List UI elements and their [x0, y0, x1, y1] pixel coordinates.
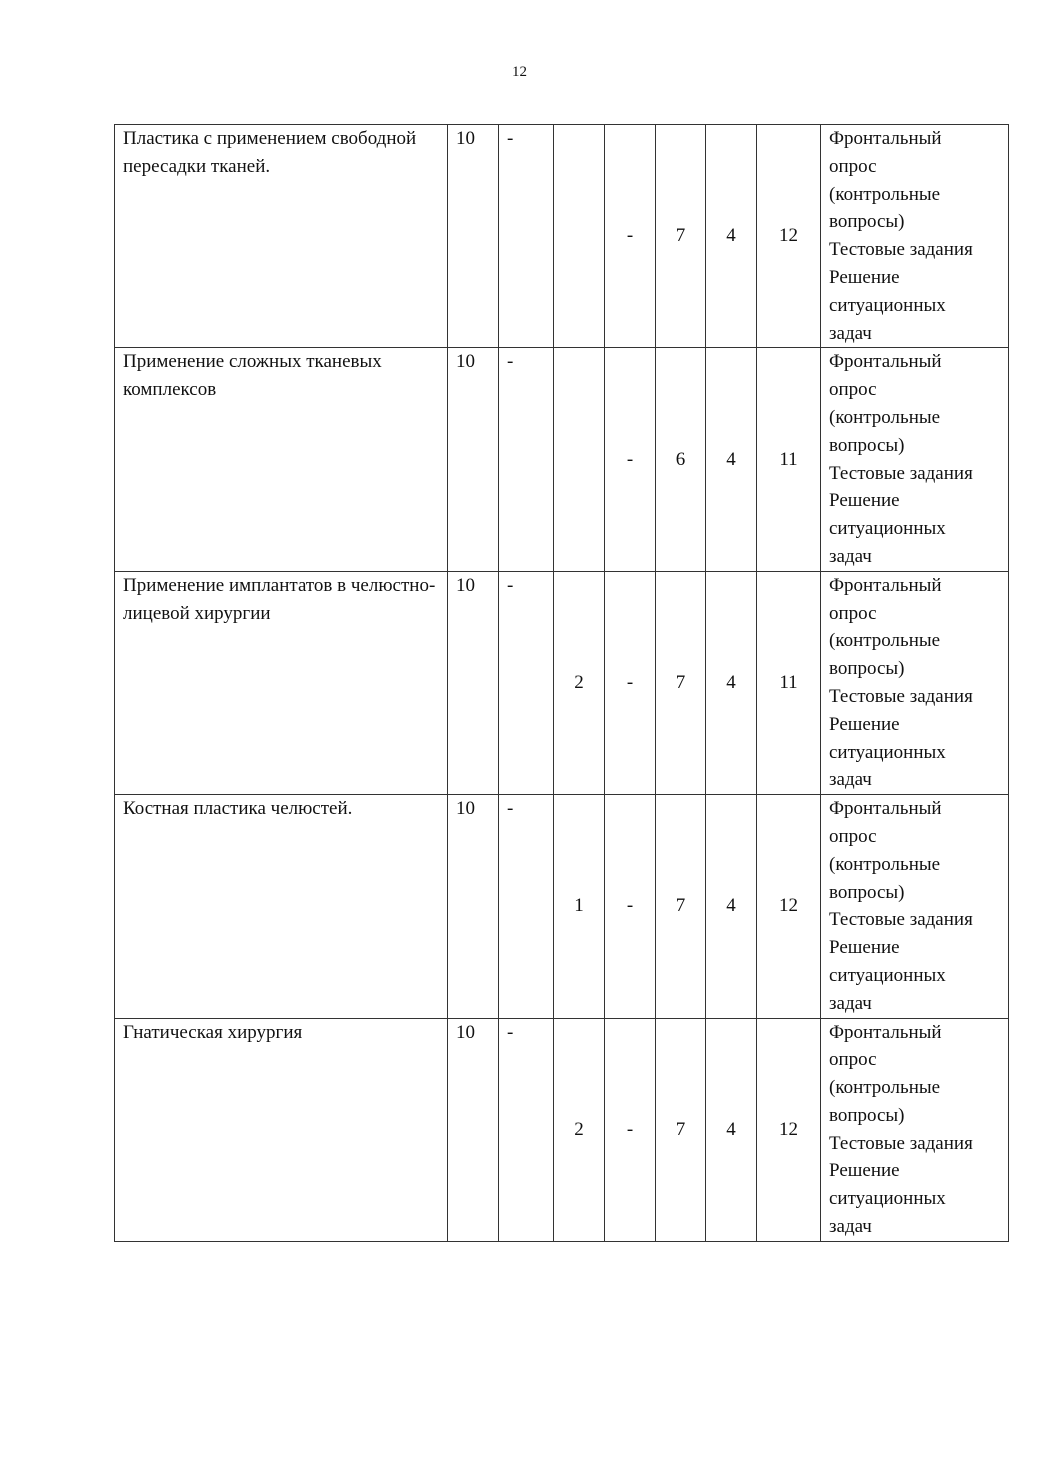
control-form-line: вопросы): [829, 434, 905, 456]
control-form-line: опрос: [829, 825, 877, 847]
total-cell: 11: [757, 571, 821, 794]
control-form-line: Решение: [829, 1160, 900, 1182]
value-cell: -: [499, 795, 554, 1018]
total-cell: 12: [757, 795, 821, 1018]
control-form-line: Фронтальный: [829, 574, 942, 596]
control-forms-cell: [821, 348, 1009, 571]
control-form-line: Фронтальный: [829, 1021, 942, 1043]
control-form-line: опрос: [829, 155, 877, 177]
control-form-line: Тестовые задания: [829, 909, 973, 931]
value-cell: [554, 125, 605, 348]
control-form-line: опрос: [829, 602, 877, 624]
control-form-line: ситуационных: [829, 964, 946, 986]
hours-cell: 10: [448, 571, 499, 794]
hours-cell: 10: [448, 125, 499, 348]
value-cell: 7: [656, 795, 706, 1018]
value-cell: 7: [656, 571, 706, 794]
control-form-line: вопросы): [829, 881, 905, 903]
topic-cell: Применение имплантатов в челюстно-лицевой хирургии: [115, 571, 448, 794]
value-cell: -: [605, 795, 656, 1018]
value-cell: 1: [554, 795, 605, 1018]
control-form-line: задач: [829, 1216, 872, 1238]
control-form-line: (контрольные: [829, 183, 941, 205]
control-form-line: (контрольные: [829, 853, 941, 875]
control-form-line: задач: [829, 992, 872, 1014]
control-form-line: вопросы): [829, 658, 905, 680]
value-cell: -: [499, 348, 554, 571]
control-form-line: ситуационных: [829, 741, 946, 763]
value-cell: 7: [656, 125, 706, 348]
control-form-line: Решение: [829, 937, 900, 959]
hours-cell: 10: [448, 1018, 499, 1241]
value-cell: 2: [554, 571, 605, 794]
control-form-line: задач: [829, 545, 872, 567]
value-cell: -: [605, 1018, 656, 1241]
control-forms-cell: [821, 571, 1009, 794]
control-form-line: вопросы): [829, 1104, 905, 1126]
control-form-line: опрос: [829, 1049, 877, 1071]
control-forms-cell: [821, 125, 1009, 348]
topic-cell: Гнатическая хирургия: [115, 1018, 448, 1241]
value-cell: 4: [706, 125, 757, 348]
value-cell: 4: [706, 348, 757, 571]
table-row: [115, 348, 1009, 571]
hours-cell: 10: [448, 795, 499, 1018]
control-form-line: вопросы): [829, 211, 905, 233]
control-form-line: (контрольные: [829, 1077, 941, 1099]
value-cell: -: [499, 1018, 554, 1241]
control-form-line: Фронтальный: [829, 351, 942, 373]
value-cell: 4: [706, 571, 757, 794]
total-cell: 11: [757, 348, 821, 571]
control-form-line: Тестовые задания: [829, 239, 973, 261]
value-cell: 7: [656, 1018, 706, 1241]
control-form-line: ситуационных: [829, 294, 946, 316]
control-form-line: опрос: [829, 379, 877, 401]
topic-cell: Пластика с применением свободной пересадки тканей.: [115, 125, 448, 348]
control-form-line: Фронтальный: [829, 798, 942, 820]
control-forms-cell: [821, 1018, 1009, 1241]
control-form-line: Тестовые задания: [829, 685, 973, 707]
value-cell: -: [499, 571, 554, 794]
value-cell: [554, 348, 605, 571]
value-cell: 6: [656, 348, 706, 571]
table-body: [115, 125, 1009, 1242]
value-cell: -: [605, 125, 656, 348]
page-number: 12: [512, 64, 527, 80]
value-cell: -: [499, 125, 554, 348]
control-form-line: задач: [829, 322, 872, 344]
control-forms-cell: [821, 795, 1009, 1018]
topic-cell: Применение сложных тканевых комплексов: [115, 348, 448, 571]
control-form-line: (контрольные: [829, 630, 941, 652]
table-row: [115, 125, 1009, 348]
control-form-line: Решение: [829, 713, 900, 735]
control-form-line: Тестовые задания: [829, 462, 973, 484]
value-cell: -: [605, 348, 656, 571]
control-form-line: ситуационных: [829, 1188, 946, 1210]
control-form-line: задач: [829, 769, 872, 791]
curriculum-table: [114, 124, 1009, 1242]
control-form-line: Решение: [829, 266, 900, 288]
topic-cell: Костная пластика челюстей.: [115, 795, 448, 1018]
control-form-line: ситуационных: [829, 518, 946, 540]
table-row: [115, 571, 1009, 794]
control-form-line: Тестовые задания: [829, 1132, 973, 1154]
control-form-line: (контрольные: [829, 406, 941, 428]
table-row: [115, 795, 1009, 1018]
value-cell: -: [605, 571, 656, 794]
control-form-line: Фронтальный: [829, 128, 942, 149]
control-form-line: Решение: [829, 490, 900, 512]
value-cell: 4: [706, 795, 757, 1018]
value-cell: 4: [706, 1018, 757, 1241]
table-row: [115, 1018, 1009, 1241]
value-cell: 2: [554, 1018, 605, 1241]
total-cell: 12: [757, 1018, 821, 1241]
total-cell: 12: [757, 125, 821, 348]
hours-cell: 10: [448, 348, 499, 571]
